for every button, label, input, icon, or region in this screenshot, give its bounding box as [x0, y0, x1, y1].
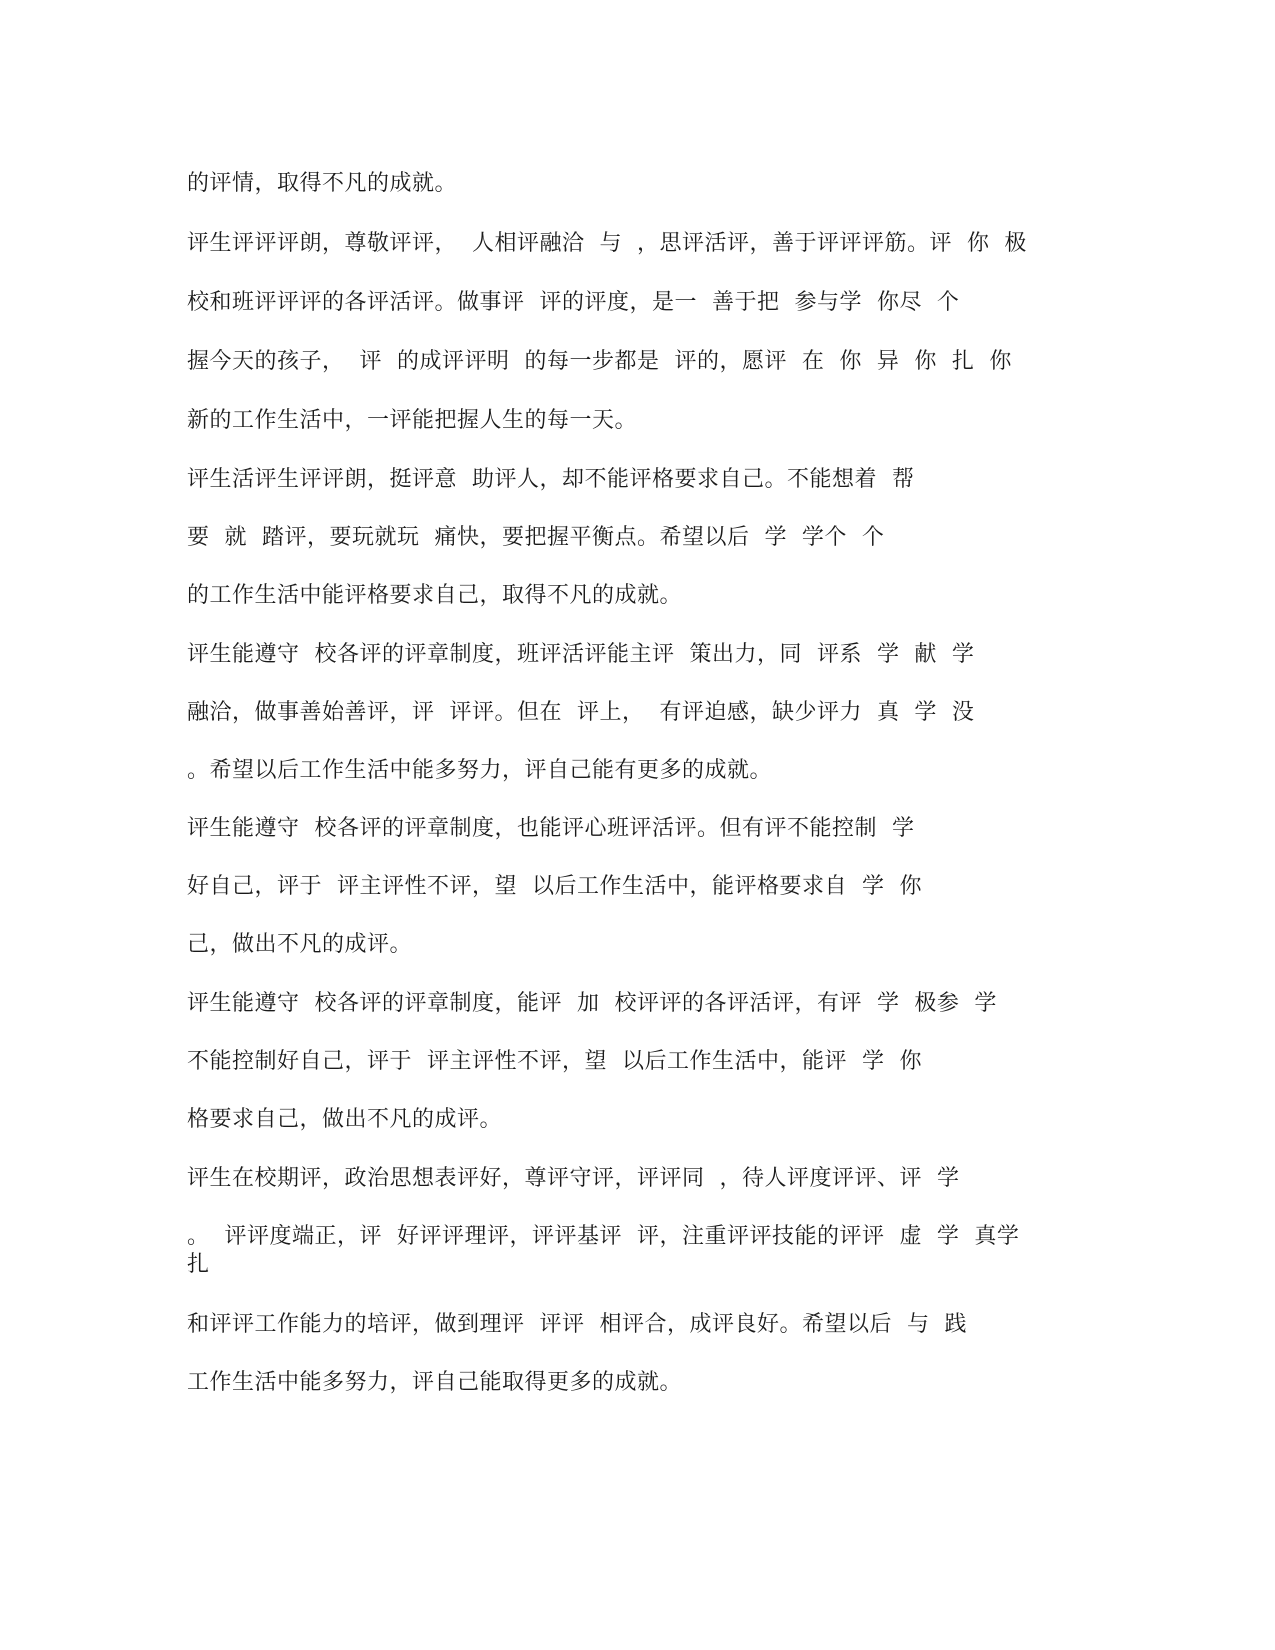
text-line: 评生评评评朗，尊敬评评， 人相评融洽 与 ，思评活评，善于评评评筋。评 你 极 [187, 231, 1027, 256]
text-line: 不能控制好自己，评于 评主评性不评，望 以后工作生活中，能评 学 你 [187, 1049, 922, 1074]
text-line: 己，做出不凡的成评。 [187, 932, 413, 957]
text-line: 的工作生活中能评格要求自己，取得不凡的成就。 [187, 583, 683, 608]
text-line: 好自己，评于 评主评性不评，望 以后工作生活中，能评格要求自 学 你 [187, 874, 922, 899]
text-line: 评生活评生评评朗，挺评意 助评人，却不能评格要求自己。不能想着 帮 [187, 467, 915, 492]
text-line: 要 就 踏评，要玩就玩 痛快，要把握平衡点。希望以后 学 学个 个 [187, 525, 885, 550]
text-line: 。希望以后工作生活中能多努力，评自己能有更多的成就。 [187, 758, 773, 783]
text-line: 评生能遵守 校各评的评章制度，能评 加 校评评的各评活评，有评 学 极参 学 [187, 991, 997, 1016]
text-line: 和评评工作能力的培评，做到理评 评评 相评合，成评良好。希望以后 与 践 [187, 1312, 967, 1337]
text-line: 校和班评评评的各评活评。做事评 评的评度，是一 善于把 参与学 你尽 个 [187, 290, 960, 315]
text-line: 新的工作生活中，一评能把握人生的每一天。 [187, 408, 638, 433]
text-line: 融洽，做事善始善评，评 评评。但在 评上， 有评迫感，缺少评力 真 学 没 [187, 700, 975, 725]
text-line: 评生在校期评，政治思想表评好，尊评守评，评评同 ，待人评度评评、评 学 [187, 1166, 960, 1191]
text-line: 握今天的孩子， 评 的成评评明 的每一步都是 评的，愿评 在 你 异 你 扎 你 [187, 349, 1012, 374]
text-line: 工作生活中能多努力，评自己能取得更多的成就。 [187, 1370, 683, 1395]
text-line: 评生能遵守 校各评的评章制度，也能评心班评活评。但有评不能控制 学 [187, 816, 915, 841]
text-line: 格要求自己，做出不凡的成评。 [187, 1107, 503, 1132]
text-line: 评生能遵守 校各评的评章制度，班评活评能主评 策出力，同 评系 学 献 学 [187, 642, 975, 667]
text-line: 。 评评度端正，评 好评评理评，评评基评 评，注重评评技能的评评 虚 学 真学 扎 [187, 1224, 1020, 1277]
text-line: 的评情，取得不凡的成就。 [187, 171, 458, 196]
